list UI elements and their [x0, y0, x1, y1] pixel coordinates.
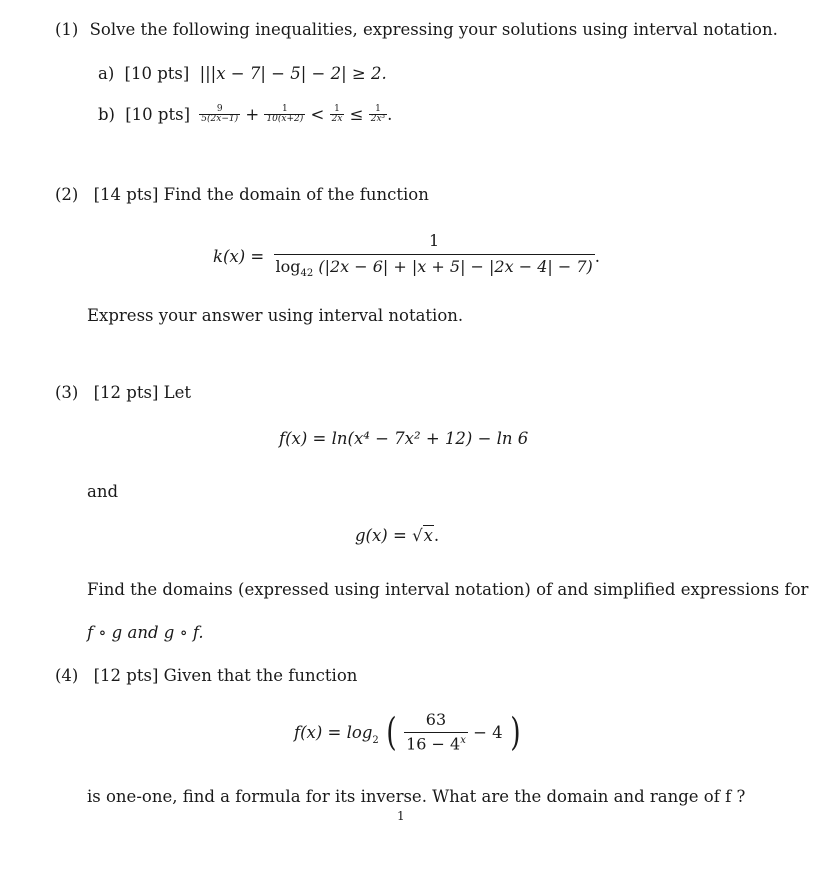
problem-4-header [55, 666, 357, 685]
g-lhs: g(x) = [355, 526, 407, 545]
f4-numerator: 63 [404, 712, 468, 733]
problem-3-follow-line2: f ∘ g and g ∘ f. [87, 623, 204, 642]
problem-1a [98, 64, 387, 83]
k-fraction [274, 233, 595, 279]
problem-4-equation [294, 712, 523, 753]
less-equal-sign: ≤ [349, 105, 364, 124]
f4-lhs: f(x) = log [294, 722, 373, 742]
fraction-4-denominator: 2x³ [370, 114, 386, 124]
fraction-4-numerator: 1 [369, 105, 387, 115]
problem-1-label: (1) [55, 20, 79, 39]
g-definition [355, 526, 439, 545]
log-base: 42 [300, 267, 314, 279]
minus-four: − 4 [473, 722, 503, 742]
problem-2-points: [14 pts] [93, 185, 159, 204]
problem-2-follow: Express your answer using interval notation. [87, 306, 464, 325]
log-base: 2 [372, 734, 379, 746]
k-numerator: 1 [274, 233, 595, 255]
fraction-2-denominator: 10(x+2) [266, 114, 304, 124]
problem-2-text: Find the domain of the function [163, 185, 429, 204]
problem-1b [98, 104, 392, 124]
problem-1a-points: [10 pts] [124, 64, 190, 83]
and-text: and [87, 482, 119, 501]
fraction-3-numerator: 1 [330, 105, 345, 115]
problem-4-label: (4) [55, 666, 79, 685]
less-than-sign: < [310, 105, 325, 124]
fraction-3-denominator: 2x [331, 114, 343, 124]
problem-2-header [55, 185, 429, 204]
problem-1a-label: a) [98, 64, 115, 83]
log-function: log [275, 256, 301, 276]
fraction-4 [369, 105, 387, 125]
left-paren: ( [386, 710, 397, 755]
fraction-1-denominator: 5(2x−1) [201, 114, 239, 124]
problem-4-follow: is one-one, find a formula for its inverse. What are the domain and range of f ? [87, 787, 746, 806]
problem-2-label: (2) [55, 185, 79, 204]
problem-3-text: Let [163, 383, 192, 402]
period: . [594, 246, 601, 266]
problem-4-text: Given that the function [163, 666, 358, 685]
fraction-1-numerator: 9 [199, 105, 240, 115]
f4-denominator-base: 16 − 4 [406, 734, 461, 754]
f4-fraction [404, 712, 468, 753]
k-denominator [274, 255, 595, 280]
problem-1b-points: [10 pts] [125, 105, 191, 124]
g-radicand: x [423, 526, 433, 545]
fraction-1 [199, 105, 240, 125]
problem-4-points: [12 pts] [93, 666, 159, 685]
problem-3-points: [12 pts] [93, 383, 159, 402]
fraction-2 [264, 105, 305, 125]
problem-3-header [55, 383, 191, 402]
right-paren: ) [510, 710, 521, 755]
fraction-2-numerator: 1 [264, 105, 305, 115]
sqrt-icon: √ [412, 526, 423, 545]
problem-1-text: Solve the following inequalities, expressing your solutions using interval notation. [89, 20, 778, 39]
f-definition: f(x) = ln(x⁴ − 7x² + 12) − ln 6 [279, 429, 529, 448]
problem-3-label: (3) [55, 383, 79, 402]
problem-2-equation [213, 233, 600, 279]
k-lhs: k(x) = [213, 246, 265, 266]
f4-denominator [404, 733, 468, 753]
problem-3-follow-line1: Find the domains (expressed using interval notation) of and simplified expressions for [87, 580, 809, 599]
log-argument: (|2x − 6| + |x + 5| − |2x − 4| − 7) [318, 256, 593, 276]
period: . [387, 105, 393, 124]
f4-denominator-exponent: x [460, 734, 466, 746]
page-number: 1 [397, 809, 405, 823]
fraction-3 [330, 105, 345, 125]
problem-1-header [55, 20, 778, 39]
problem-1a-expression: |||x − 7| − 5| − 2| ≥ 2. [199, 64, 387, 83]
plus-sign: + [245, 105, 260, 124]
period: . [433, 526, 440, 545]
problem-1b-label: b) [98, 105, 115, 124]
